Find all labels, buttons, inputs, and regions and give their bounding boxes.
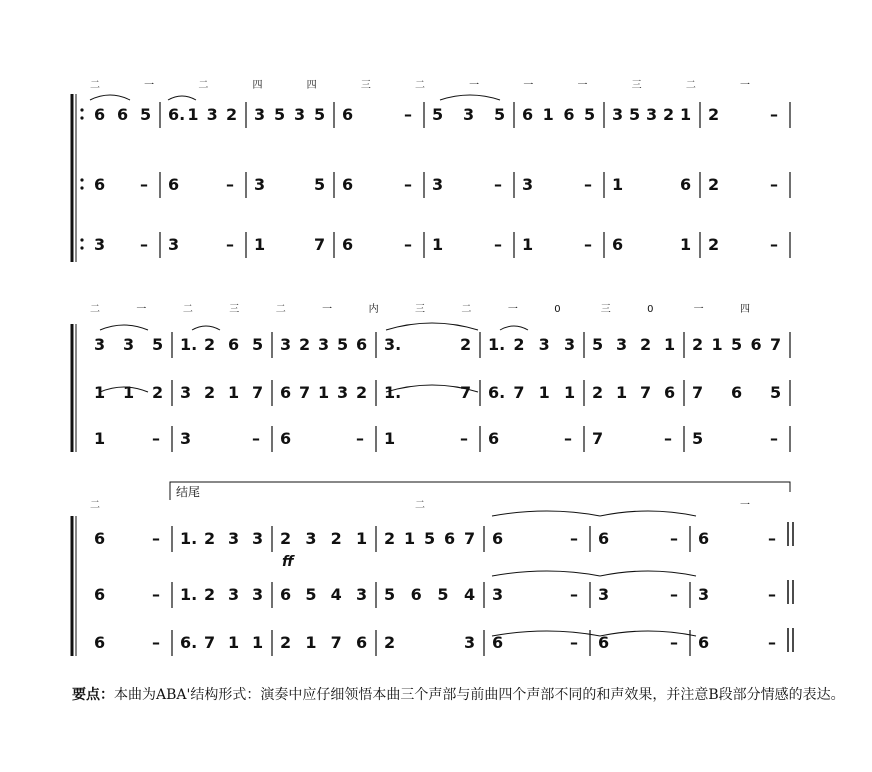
note: 6 — [94, 105, 106, 124]
note: 6 — [342, 105, 354, 124]
note: 1 — [542, 105, 554, 124]
note: 3 — [698, 585, 710, 604]
dash-extension: – — [356, 429, 364, 448]
note: 7 — [770, 335, 782, 354]
note: 2 — [280, 529, 292, 548]
note: 5 — [731, 335, 743, 354]
note: 2 — [460, 335, 472, 354]
note: 2 — [226, 105, 238, 124]
fingering-mark: 四 — [306, 80, 317, 91]
note: 5 — [305, 585, 317, 604]
dash-extension: – — [770, 429, 778, 448]
dash-extension: – — [404, 105, 412, 124]
note: 3 — [464, 633, 476, 652]
note: 7 — [204, 633, 216, 652]
note: 3 — [254, 175, 266, 194]
note: 1 — [356, 529, 368, 548]
notes-text: 本曲为ABA'结构形式：演奏中应仔细领悟本曲三个声部与前曲四个声部不同的和声效果，并注意B段部分情感的表达。 — [114, 687, 845, 703]
note: 2 — [299, 335, 311, 354]
note: 6 — [598, 529, 610, 548]
fingering-mark: 三 — [600, 304, 611, 315]
note: 3 — [180, 383, 192, 402]
ending-label: 结尾 — [176, 485, 201, 499]
note: 6 — [488, 429, 500, 448]
note: 2 — [280, 633, 292, 652]
dash-extension: – — [152, 633, 160, 652]
note: 1 — [522, 235, 534, 254]
note: 6 — [94, 585, 106, 604]
fingering-mark: 三 — [415, 304, 425, 315]
note: 5 — [629, 105, 641, 124]
note: 3 — [337, 383, 349, 402]
dash-extension: – — [152, 585, 160, 604]
note: 5 — [432, 105, 444, 124]
note: 3 — [228, 585, 240, 604]
note: 7 — [330, 633, 342, 652]
dash-extension: – — [152, 529, 160, 548]
music-content — [90, 79, 790, 656]
dash-extension: – — [252, 429, 260, 448]
dash-extension: – — [226, 235, 234, 254]
note: 6 — [698, 529, 710, 548]
note: 4 — [330, 585, 342, 604]
note: 6 — [563, 105, 575, 124]
note: 3 — [252, 529, 264, 548]
note: 6 — [280, 585, 292, 604]
dash-extension: – — [584, 175, 592, 194]
note: 4 — [464, 585, 476, 604]
note: 2 — [384, 529, 396, 548]
note: 3 — [564, 335, 576, 354]
note: 3 — [123, 335, 135, 354]
note: 2 — [708, 235, 720, 254]
fingering-mark: 一 — [740, 80, 750, 91]
note: 2 — [356, 383, 368, 402]
note: 6 — [228, 335, 240, 354]
note: 6 — [356, 335, 368, 354]
note: 6 — [750, 335, 762, 354]
note: 6 — [94, 175, 106, 194]
note: 1 — [252, 633, 264, 652]
note: 3 — [254, 105, 266, 124]
note: 2 — [640, 335, 652, 354]
note: 7 — [692, 383, 704, 402]
fingering-mark: 一 — [144, 80, 155, 91]
note: 2 — [152, 383, 164, 402]
note: 6 — [731, 383, 743, 402]
note: 2 — [384, 633, 396, 652]
fingering-mark: 二 — [685, 80, 696, 91]
note: 1 — [538, 383, 550, 402]
fingering-mark: 一 — [523, 80, 534, 91]
dash-extension: – — [670, 585, 678, 604]
dash-extension: – — [768, 633, 776, 652]
dash-extension: – — [460, 429, 468, 448]
note: 3 — [432, 175, 444, 194]
note: 6. — [168, 105, 186, 124]
note: 2 — [204, 383, 216, 402]
note: 6 — [94, 529, 106, 548]
note: 5 — [314, 105, 326, 124]
fingering-mark: 一 — [136, 304, 147, 315]
dash-extension: – — [494, 175, 502, 194]
dash-extension: – — [494, 235, 502, 254]
note: 7 — [460, 383, 472, 402]
note: 1. — [180, 529, 198, 548]
note: 1 — [228, 383, 240, 402]
fingering-mark: 一 — [577, 80, 588, 91]
fingering-mark: 三 — [360, 80, 371, 91]
note: 1. — [384, 383, 402, 402]
note: 2 — [592, 383, 604, 402]
note: 7 — [464, 529, 476, 548]
note: 5 — [252, 335, 264, 354]
note: 1 — [432, 235, 444, 254]
note: 3 — [228, 529, 240, 548]
note: 2 — [513, 335, 525, 354]
note: 6 — [410, 585, 422, 604]
dash-extension: – — [664, 429, 672, 448]
note: 2 — [708, 175, 720, 194]
note: 1 — [123, 383, 135, 402]
slurs — [90, 95, 696, 636]
note: 1 — [680, 105, 692, 124]
note: 3 — [180, 429, 192, 448]
note: 6 — [598, 633, 610, 652]
note: 7 — [640, 383, 652, 402]
note: 6 — [168, 175, 180, 194]
note: 2 — [330, 529, 342, 548]
ending-bracket — [170, 482, 790, 500]
note: 6 — [492, 529, 504, 548]
dash-extension: – — [670, 529, 678, 548]
fingering-mark: 一 — [507, 304, 518, 315]
note: 3 — [168, 235, 180, 254]
fingering-mark: 内 — [368, 304, 379, 315]
note: 2 — [204, 585, 216, 604]
note: 6 — [280, 383, 292, 402]
note: 2 — [708, 105, 720, 124]
note: 6 — [117, 105, 129, 124]
note: 6 — [680, 175, 692, 194]
note: 3 — [646, 105, 658, 124]
note: 1 — [384, 429, 396, 448]
note: 2 — [204, 529, 216, 548]
dash-extension: – — [564, 429, 572, 448]
note: 6 — [94, 633, 106, 652]
note: 7 — [252, 383, 264, 402]
note: 3 — [294, 105, 306, 124]
dash-extension: – — [404, 235, 412, 254]
fingering-mark: 二 — [275, 304, 286, 315]
fingering-mark: 四 — [740, 304, 750, 315]
dynamic-marking: ff — [282, 554, 294, 570]
fingering-mark: 四 — [252, 80, 263, 91]
note: 3 — [492, 585, 504, 604]
fingering-mark: 二 — [461, 304, 472, 315]
note: 5 — [424, 529, 436, 548]
fingering-mark: 二 — [90, 80, 100, 91]
note: 1. — [180, 585, 198, 604]
note: 3 — [318, 335, 330, 354]
note: 1 — [711, 335, 723, 354]
final-barlines — [788, 522, 793, 652]
dash-extension: – — [670, 633, 678, 652]
dash-extension: – — [770, 175, 778, 194]
note: 1 — [616, 383, 628, 402]
note: 2 — [204, 335, 216, 354]
note: 1 — [318, 383, 330, 402]
note: 6 — [444, 529, 456, 548]
note: 6 — [280, 429, 292, 448]
fingering-mark: 二 — [90, 500, 100, 511]
fingering-mark: 二 — [182, 304, 193, 315]
dash-extension: – — [584, 235, 592, 254]
note: 1. — [488, 335, 506, 354]
note: 6 — [664, 383, 676, 402]
fingering-mark: 三 — [631, 80, 642, 91]
note: 6 — [342, 175, 354, 194]
note: 5 — [384, 585, 396, 604]
note: 6. — [488, 383, 506, 402]
dash-extension: – — [768, 585, 776, 604]
notes-key-label: 要点： — [72, 687, 114, 703]
note: 5 — [584, 105, 596, 124]
note: 5 — [437, 585, 449, 604]
note: 3 — [598, 585, 610, 604]
note: 7 — [513, 383, 525, 402]
note: 3 — [94, 335, 106, 354]
fingering-mark: 二 — [415, 500, 425, 511]
note: 1 — [305, 633, 317, 652]
note: 5 — [692, 429, 704, 448]
fingering-mark: 二 — [415, 80, 425, 91]
dash-extension: – — [404, 175, 412, 194]
performance-notes — [72, 684, 852, 706]
dash-extension: – — [770, 105, 778, 124]
dash-extension: – — [570, 585, 578, 604]
note: 5 — [592, 335, 604, 354]
note: 1. — [180, 335, 198, 354]
fingering-mark: 一 — [740, 500, 750, 511]
note: 1 — [94, 383, 106, 402]
fingering-mark: 0 — [647, 304, 654, 315]
note: 5 — [314, 175, 326, 194]
dash-extension: – — [770, 235, 778, 254]
note: 2 — [663, 105, 675, 124]
note: 5 — [337, 335, 349, 354]
note: 3 — [280, 335, 292, 354]
note: 5 — [152, 335, 164, 354]
note: 6 — [492, 633, 504, 652]
note: 6 — [356, 633, 368, 652]
note: 2 — [692, 335, 704, 354]
dash-extension: – — [152, 429, 160, 448]
note: 1 — [404, 529, 416, 548]
note: 3 — [94, 235, 106, 254]
dash-extension: – — [140, 235, 148, 254]
note: 5 — [494, 105, 506, 124]
note: 3 — [616, 335, 628, 354]
note: 1 — [187, 105, 199, 124]
note: 1 — [680, 235, 692, 254]
fingering-mark: 一 — [693, 304, 704, 315]
note: 3 — [305, 529, 317, 548]
note: 3 — [612, 105, 624, 124]
fingering-mark: 一 — [322, 304, 333, 315]
dash-extension: – — [226, 175, 234, 194]
fingering-mark: 二 — [198, 80, 209, 91]
note: 3 — [206, 105, 218, 124]
note: 3 — [463, 105, 475, 124]
note: 6 — [342, 235, 354, 254]
note: 3 — [252, 585, 264, 604]
note: 1 — [564, 383, 576, 402]
note: 7 — [299, 383, 311, 402]
note: 3 — [522, 175, 534, 194]
note: 3 — [538, 335, 550, 354]
note: 1 — [612, 175, 624, 194]
note: 6 — [698, 633, 710, 652]
system-brackets — [72, 94, 84, 656]
dash-extension: – — [140, 175, 148, 194]
note: 1 — [664, 335, 676, 354]
note: 5 — [274, 105, 286, 124]
dash-extension: – — [570, 633, 578, 652]
note: 1 — [228, 633, 240, 652]
dash-extension: – — [768, 529, 776, 548]
note: 6 — [522, 105, 534, 124]
dash-extension: – — [570, 529, 578, 548]
note: 3. — [384, 335, 402, 354]
note: 5 — [140, 105, 152, 124]
note: 1 — [94, 429, 106, 448]
note: 7 — [314, 235, 326, 254]
fingering-mark: 一 — [469, 80, 480, 91]
fingering-mark: 0 — [554, 304, 561, 315]
note: 7 — [592, 429, 604, 448]
note: 1 — [254, 235, 266, 254]
note: 3 — [356, 585, 368, 604]
fingering-mark: 二 — [90, 304, 100, 315]
note: 5 — [770, 383, 782, 402]
note: 6. — [180, 633, 198, 652]
note: 6 — [612, 235, 624, 254]
fingering-mark: 三 — [229, 304, 240, 315]
